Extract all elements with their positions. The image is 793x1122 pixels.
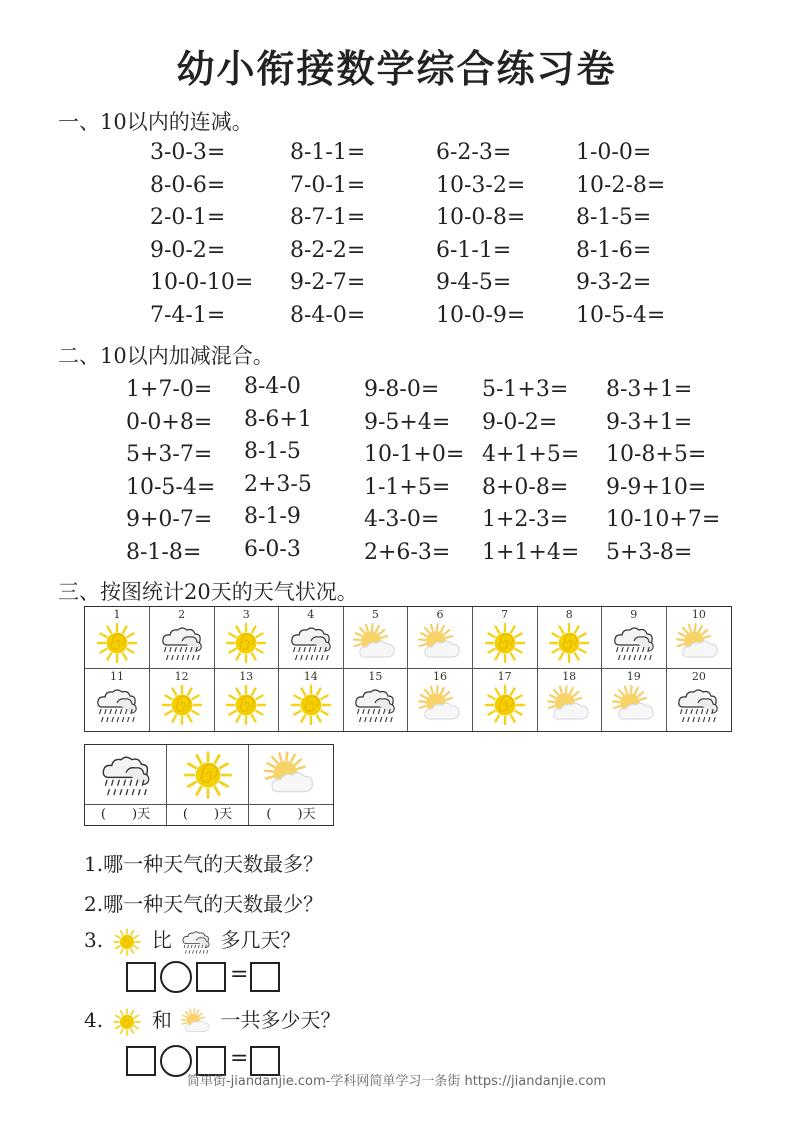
rain-icon: [95, 749, 157, 801]
mixed-problem: 5+3-8=: [606, 539, 693, 565]
cloudy-icon: [259, 749, 321, 801]
weather-day-cell: [150, 669, 215, 731]
question-4-number: 4.: [84, 1008, 104, 1032]
footer-watermark: 简单街-jiandanjie.com-学科网简单学习一条街 https://jiandanjie.com: [186, 1074, 607, 1089]
weather-day-cell: [150, 607, 215, 669]
weather-day-cell: [214, 669, 279, 731]
mixed-problem: 9-5+4=: [364, 409, 451, 435]
question-4: [84, 1004, 341, 1037]
day-number: 1: [113, 608, 121, 621]
equals-sign: =: [230, 1046, 249, 1071]
mixed-problem: 9-0-2=: [482, 409, 558, 435]
sun-icon: [109, 1007, 145, 1037]
day-number: 18: [562, 670, 577, 683]
subtraction-problem: 10-2-8=: [576, 172, 666, 198]
subtraction-problem: 10-0-9=: [436, 302, 526, 328]
subtraction-problem: 9-0-2=: [150, 237, 226, 263]
subtraction-problem: 8-1-6=: [576, 237, 652, 263]
subtraction-problem: 8-0-6=: [150, 172, 226, 198]
subtraction-problem: 10-0-8=: [436, 205, 526, 230]
subtraction-problem: 6-1-1=: [436, 237, 512, 263]
subtraction-problem: 8-1-5=: [576, 205, 652, 230]
mixed-problem: 10-8+5=: [606, 442, 707, 467]
mixed-problem: 5-1+3=: [482, 377, 569, 402]
day-number: 8: [565, 608, 573, 621]
weather-day-cell: [408, 607, 473, 669]
day-number: 12: [174, 670, 189, 683]
day-number: 17: [497, 670, 512, 683]
mixed-problem: 9-8-0=: [364, 377, 440, 402]
weather-day-cell: [537, 669, 602, 731]
question-2: 2.哪一种天气的天数最少？: [84, 892, 324, 916]
day-number: 14: [303, 670, 318, 683]
sun-icon: [481, 683, 529, 727]
subtraction-problem: 10-5-4=: [576, 302, 666, 328]
cloudy-icon: [545, 683, 593, 727]
mixed-problem: 8-4-0: [244, 374, 301, 399]
mixed-problem: 8-6+1: [244, 406, 312, 432]
mixed-problem: 9+0-7=: [126, 507, 213, 532]
page-title: 幼小衔接数学综合练习卷: [176, 47, 617, 91]
weather-day-cell: [473, 607, 538, 669]
subtraction-problem: 8-7-1=: [290, 205, 366, 230]
count-cell-sun: [167, 745, 249, 825]
question-4-and: 和: [151, 1008, 172, 1032]
cloudy-icon: [416, 683, 464, 727]
cloudy-icon: [610, 683, 658, 727]
day-number: 13: [239, 670, 254, 683]
subtraction-problem: 3-0-3=: [150, 140, 226, 165]
weather-day-cell: [343, 607, 408, 669]
weather-day-cell: [85, 669, 150, 731]
day-number: 9: [630, 608, 638, 621]
mixed-problem: 10-10+7=: [606, 507, 721, 532]
mixed-problem: 2+6-3=: [364, 539, 451, 565]
weather-day-cell: [279, 669, 344, 731]
day-number: 6: [436, 608, 444, 621]
weather-count-table: [84, 744, 334, 826]
question-1: 1.哪一种天气的天数最多？: [84, 852, 324, 876]
subtraction-problem: 9-4-5=: [436, 270, 512, 295]
cloudy-icon: [178, 1007, 214, 1037]
day-number: 3: [242, 608, 250, 621]
sun-icon: [158, 683, 206, 727]
weather-table: [84, 606, 732, 732]
count-label-sun[interactable]: ( )天: [167, 804, 248, 825]
sun-icon: [177, 749, 239, 801]
mixed-problem: 8-3+1=: [606, 377, 693, 402]
day-number: 16: [433, 670, 447, 683]
question-3-number: 3.: [84, 928, 104, 952]
count-cell-cloudy: [249, 745, 333, 825]
mixed-problem: 2+3-5: [244, 471, 312, 497]
weather-day-cell: [343, 669, 408, 731]
sun-icon: [545, 621, 593, 665]
answer-box[interactable]: [126, 962, 156, 992]
mixed-problem: 8-1-8=: [126, 539, 202, 565]
count-cell-rain: [85, 745, 167, 825]
sun-icon: [109, 927, 145, 957]
mixed-problem: 9-9+10=: [606, 474, 707, 500]
weather-day-cell: [602, 669, 667, 731]
mixed-problem: 6-0-3: [244, 536, 301, 562]
mixed-problem: 8-1-5: [244, 439, 301, 464]
result-box[interactable]: [250, 962, 280, 992]
sun-icon: [222, 683, 270, 727]
weather-day-cell: [408, 669, 473, 731]
day-number: 11: [110, 670, 124, 683]
mixed-problem: 4-3-0=: [364, 507, 440, 532]
question-3-text: 多几天？: [220, 928, 301, 952]
day-number: 7: [501, 608, 509, 621]
weather-day-cell: [279, 607, 344, 669]
rain-icon: [351, 683, 399, 727]
subtraction-problem: 8-1-1=: [290, 140, 366, 165]
mixed-problem: 9-3+1=: [606, 409, 693, 435]
weather-day-cell: [666, 669, 731, 731]
mixed-problem: 10-1+0=: [364, 442, 465, 467]
sun-icon: [481, 621, 529, 665]
weather-day-cell: [473, 669, 538, 731]
rain-icon: [178, 927, 214, 957]
subtraction-problem: 7-0-1=: [290, 172, 366, 198]
mixed-problem: 1+7-0=: [126, 377, 213, 402]
mixed-problem: 10-5-4=: [126, 474, 216, 500]
question-3: [84, 924, 301, 957]
sun-icon: [222, 621, 270, 665]
cloudy-icon: [416, 621, 464, 665]
day-number: 10: [691, 608, 706, 621]
rain-icon: [674, 683, 722, 727]
count-label-cloudy[interactable]: ( )天: [249, 804, 333, 825]
mixed-problem: 1-1+5=: [364, 474, 451, 500]
subtraction-problem: 9-3-2=: [576, 270, 652, 295]
weather-day-cell: [666, 607, 731, 669]
weather-day-cell: [214, 607, 279, 669]
subtraction-problem: 10-0-10=: [150, 270, 254, 295]
subtraction-problem: 8-4-0=: [290, 302, 366, 328]
day-number: 2: [178, 608, 186, 621]
mixed-problem: 1+2-3=: [482, 507, 569, 532]
day-number: 4: [307, 608, 315, 621]
subtraction-problem: 10-3-2=: [436, 172, 526, 198]
rain-icon: [287, 621, 335, 665]
cloudy-icon: [674, 621, 722, 665]
subtraction-problem: 2-0-1=: [150, 205, 226, 230]
sun-icon: [287, 683, 335, 727]
mixed-problem: 8+0-8=: [482, 474, 569, 500]
mixed-problem: 8-1-9: [244, 504, 301, 529]
weather-day-cell: [537, 607, 602, 669]
mixed-problem: 4+1+5=: [482, 442, 580, 467]
day-number: 20: [691, 670, 706, 683]
subtraction-problem: 1-0-0=: [576, 140, 652, 165]
equals-sign: =: [230, 962, 249, 987]
section3-heading: 三、按图统计20天的天气状况。: [58, 580, 358, 604]
subtraction-problem: 8-2-2=: [290, 237, 366, 263]
subtraction-problem: 9-2-7=: [290, 270, 366, 295]
sun-icon: [93, 621, 141, 665]
mixed-problem: 0-0+8=: [126, 409, 213, 435]
question-3-compare: 比: [151, 928, 172, 952]
cloudy-icon: [351, 621, 399, 665]
operator-circle[interactable]: [160, 961, 192, 993]
day-number: 15: [368, 670, 383, 683]
rain-icon: [610, 621, 658, 665]
section1-heading: 一、10以内的连减。: [58, 110, 253, 134]
day-number: 5: [371, 608, 379, 621]
question-4-text: 一共多少天？: [220, 1008, 341, 1032]
mixed-problem: 1+1+4=: [482, 539, 580, 565]
count-label-rain[interactable]: ( )天: [85, 804, 166, 825]
section2-heading: 二、10以内加减混合。: [58, 344, 274, 368]
subtraction-problem: 7-4-1=: [150, 302, 226, 328]
weather-day-cell: [602, 607, 667, 669]
mixed-problem: 5+3-7=: [126, 442, 213, 467]
day-number: 19: [626, 670, 641, 683]
rain-icon: [93, 683, 141, 727]
subtraction-problem: 6-2-3=: [436, 140, 512, 165]
answer-box[interactable]: [196, 962, 226, 992]
weather-day-cell: [85, 607, 150, 669]
rain-icon: [158, 621, 206, 665]
